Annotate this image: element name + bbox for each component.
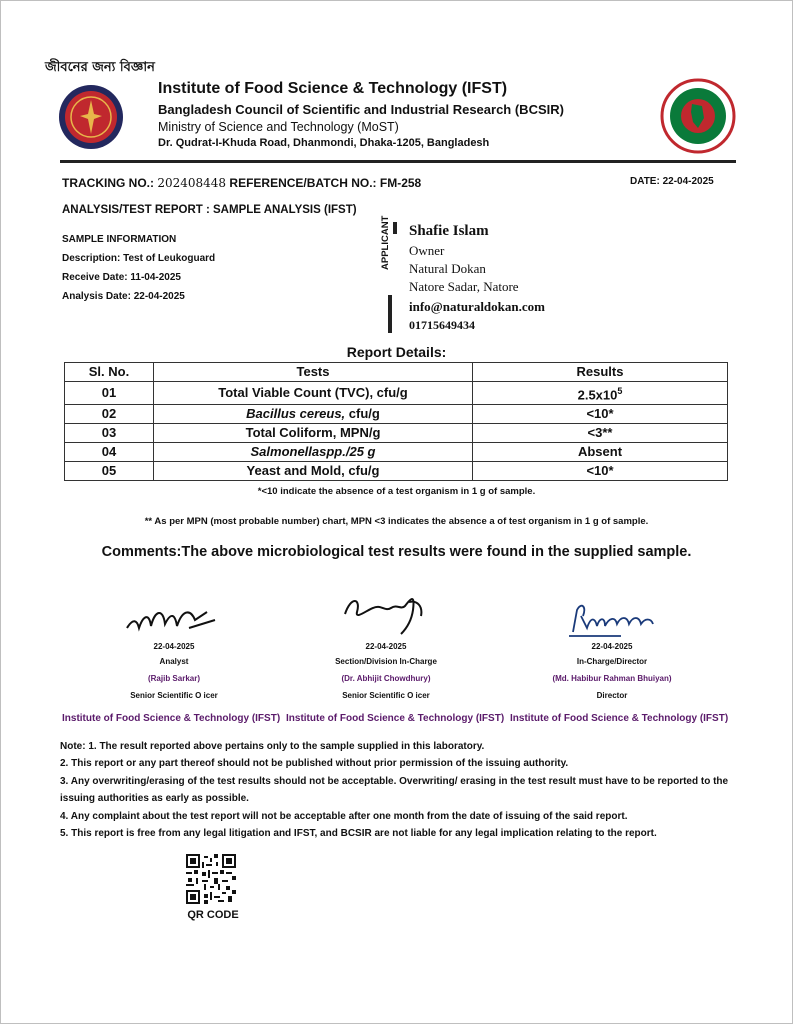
row-sl: 03 bbox=[65, 424, 154, 443]
applicant-role: Owner bbox=[409, 243, 445, 258]
signatory-institute: Institute of Food Science & Technology (IFST) bbox=[510, 713, 729, 724]
signatory-section-incharge bbox=[286, 590, 486, 700]
notes bbox=[60, 738, 750, 842]
row-test bbox=[154, 405, 473, 424]
signatory-institute: Institute of Food Science & Technology (IFST) bbox=[286, 713, 505, 724]
tracking-number: 202408448 bbox=[157, 176, 227, 190]
row-test-organism: Bacillus cereus, bbox=[246, 406, 346, 422]
row-test: Total Coliform, MPN/g bbox=[154, 424, 473, 443]
address: Dr. Qudrat-I-Khuda Road, Dhanmondi, Dhaka-1205, Bangladesh bbox=[158, 137, 490, 149]
row-test: Total Viable Count (TVC), cfu/g bbox=[154, 382, 473, 405]
table-row bbox=[65, 405, 728, 424]
table-header-row bbox=[65, 363, 728, 382]
sign-name: (Rajib Sarkar) bbox=[147, 674, 201, 683]
row-test-unit: cfu/g bbox=[348, 406, 380, 422]
signature-analyst bbox=[119, 598, 229, 640]
sample-description: Description: Test of Leukoguard bbox=[62, 253, 216, 264]
council-name: Bangladesh Council of Scientific and Industrial Research (BCSIR) bbox=[158, 102, 564, 117]
table-row bbox=[65, 462, 728, 481]
row-result: <10* bbox=[473, 405, 728, 424]
footnote-single-star: *<10 indicate the absence of a test organism in 1 g of sample. bbox=[257, 486, 536, 497]
result-value: 2.5x10 bbox=[577, 387, 618, 403]
note-item: 3. Any overwriting/erasing of the test results should not be acceptable. Overwriting/ erasing in the test result must have to be reported to the issuing authorities as early as possible. bbox=[60, 775, 729, 805]
sign-title: Senior Scientific O icer bbox=[130, 691, 218, 700]
footnote-double-star: ** As per MPN (most probable number) chart, MPN <3 indicates the absence a of test organism in 1 g of sample. bbox=[144, 516, 649, 527]
table-row bbox=[65, 443, 728, 462]
row-sl: 01 bbox=[65, 382, 154, 405]
sign-role: Analyst bbox=[159, 657, 189, 666]
ministry-name: Ministry of Science and Technology (MoST) bbox=[158, 120, 399, 134]
applicant-bar-bottom bbox=[388, 295, 392, 333]
col-header-tests: Tests bbox=[154, 363, 473, 382]
col-header-results: Results bbox=[473, 363, 728, 382]
reference-number: FM-258 bbox=[379, 176, 422, 190]
bangladesh-govt-seal bbox=[660, 78, 736, 154]
row-sl: 02 bbox=[65, 405, 154, 424]
applicant-email: info@naturaldokan.com bbox=[409, 299, 545, 314]
tracking-label: TRACKING NO.: bbox=[62, 176, 154, 190]
analysis-title: ANALYSIS/TEST REPORT : SAMPLE ANALYSIS (IFST) bbox=[62, 204, 357, 216]
row-test: Yeast and Mold, cfu/g bbox=[154, 462, 473, 481]
row-sl: 04 bbox=[65, 443, 154, 462]
sample-info-title: SAMPLE INFORMATION bbox=[62, 234, 177, 245]
sign-name: (Dr. Abhijit Chowdhury) bbox=[341, 674, 431, 683]
reference-label: REFERENCE/BATCH NO.: bbox=[229, 176, 377, 190]
note-item: Note: 1. The result reported above pertains only to the sample supplied in this laboratory. bbox=[60, 741, 485, 752]
row-result: Absent bbox=[473, 443, 728, 462]
signature-section-incharge bbox=[331, 590, 441, 640]
qr-code-icon[interactable] bbox=[186, 854, 236, 904]
report-title: Report Details: bbox=[346, 344, 447, 360]
sign-date: 22-04-2025 bbox=[153, 642, 195, 651]
applicant-phone: 01715649434 bbox=[409, 318, 475, 332]
note-item: 5. This report is free from any legal litigation and IFST, and BCSIR are not liable for any legal implication relating to the report. bbox=[60, 828, 657, 840]
sign-date: 22-04-2025 bbox=[365, 642, 407, 651]
row-test-organism: Salmonella bbox=[250, 444, 320, 460]
table-row bbox=[65, 424, 728, 443]
table-row bbox=[65, 382, 728, 405]
applicant-name: Shafie Islam bbox=[409, 223, 489, 239]
row-result: <10* bbox=[473, 462, 728, 481]
applicant-address: Natore Sadar, Natore bbox=[409, 279, 519, 294]
sign-title: Senior Scientific O icer bbox=[342, 691, 430, 700]
sign-title: Director bbox=[596, 691, 628, 700]
row-result bbox=[473, 382, 728, 405]
bengali-tagline: জীবনের জন্য বিজ্ঞান bbox=[45, 60, 155, 75]
row-sl: 05 bbox=[65, 462, 154, 481]
row-test-unit: spp./25 g bbox=[319, 444, 376, 460]
note-item: 4. Any complaint about the test report will not be acceptable after one month from the date of issuing of the said report. bbox=[60, 810, 628, 822]
sign-date: 22-04-2025 bbox=[591, 642, 633, 651]
comments: Comments:The above microbiological test results were found in the supplied sample. bbox=[101, 544, 692, 560]
signature-director bbox=[557, 598, 667, 640]
row-test bbox=[154, 443, 473, 462]
applicant-company: Natural Dokan bbox=[409, 261, 486, 276]
col-header-sl: Sl. No. bbox=[65, 363, 154, 382]
report-date: DATE: 22-04-2025 bbox=[630, 176, 714, 187]
signatory-institute: Institute of Food Science & Technology (IFST) bbox=[62, 713, 281, 724]
sign-name: (Md. Habibur Rahman Bhuiyan) bbox=[552, 674, 672, 683]
row-result: <3** bbox=[473, 424, 728, 443]
signatory-analyst bbox=[74, 598, 274, 700]
sign-role: In-Charge/Director bbox=[576, 657, 648, 666]
applicant-bar-top bbox=[393, 222, 397, 234]
qr-code-label: QR CODE bbox=[187, 909, 239, 921]
receive-date: Receive Date: 11-04-2025 bbox=[62, 272, 181, 283]
header-rule bbox=[60, 160, 736, 163]
signatory-director bbox=[512, 598, 712, 700]
institute-name: Institute of Food Science & Technology (IFST) bbox=[158, 80, 508, 97]
result-exponent: 5 bbox=[617, 386, 623, 396]
sign-role: Section/Division In-Charge bbox=[335, 657, 437, 666]
analysis-date: Analysis Date: 22-04-2025 bbox=[62, 291, 185, 302]
applicant-label: APPLICANT bbox=[380, 215, 391, 270]
report-table bbox=[64, 362, 728, 481]
bcsir-logo bbox=[58, 84, 124, 150]
tracking-line bbox=[62, 176, 421, 190]
note-item: 2. This report or any part thereof should not be published without prior permission of the issuing authority. bbox=[60, 758, 569, 770]
